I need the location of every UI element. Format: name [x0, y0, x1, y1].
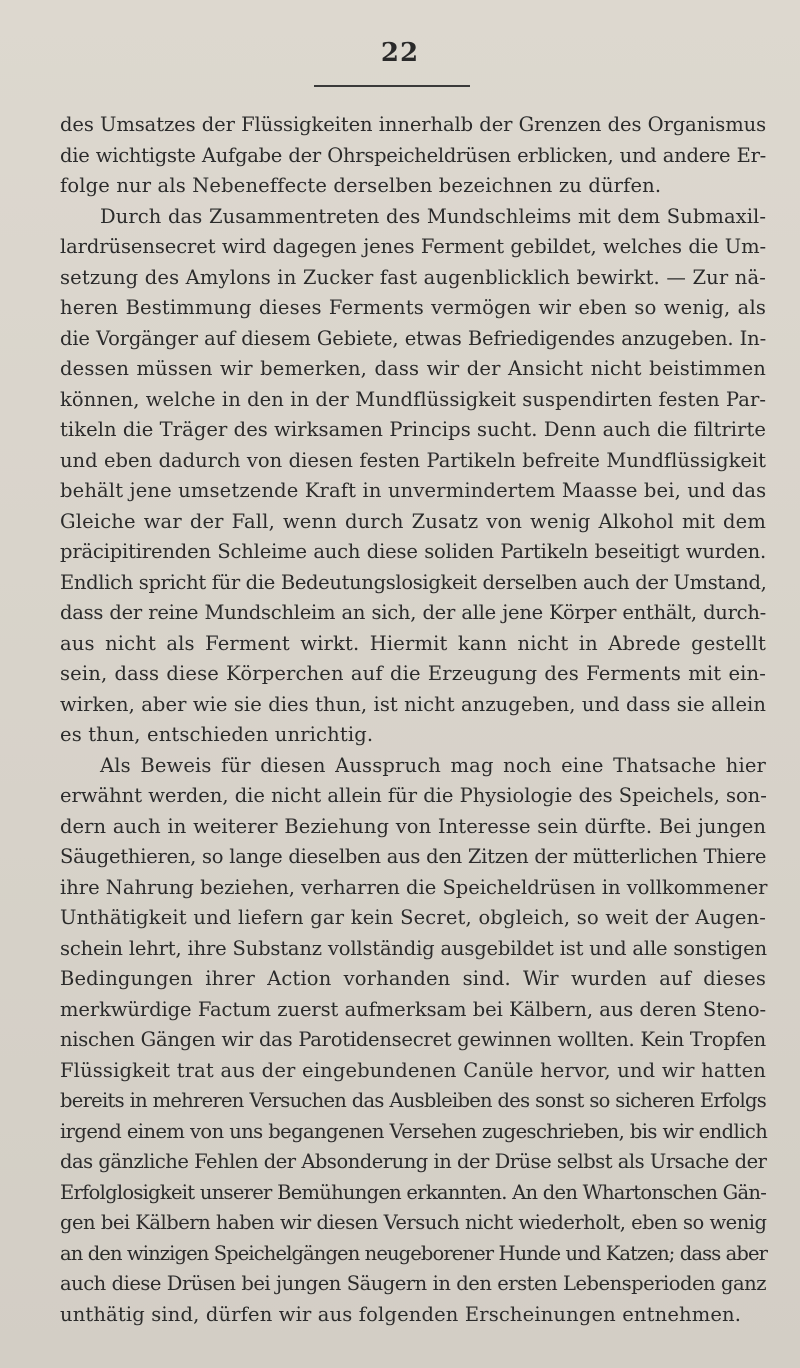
text-line: dass der reine Mundschleim an sich, der alle jene Körper enthält, durch- — [60, 601, 766, 624]
text-line: und eben dadurch von diesen festen Partikeln befreite Mundflüssigkeit — [60, 448, 766, 472]
text-line: setzung des Amylons in Zucker fast augenblicklich bewirkt. — Zur nä- — [60, 265, 766, 289]
text-line: wirken, aber wie sie dies thun, ist nicht anzugeben, und dass sie allein — [60, 692, 766, 716]
page-number-rule — [314, 85, 470, 87]
text-line: behält jene umsetzende Kraft in unvermindertem Maasse bei, und das — [60, 479, 767, 502]
text-line: ihre Nahrung beziehen, verharren die Speicheldrüsen in vollkommener — [60, 875, 768, 899]
text-line: an den winzigen Speichelgängen neugeborener Hunde und Katzen; dass aber — [60, 1241, 768, 1265]
text-line: die wichtigste Aufgabe der Ohrspeicheldrüsen erblicken, und andere Er- — [60, 143, 766, 167]
text-line: Als Beweis für diesen Ausspruch mag noch eine Thatsache hier — [100, 753, 766, 777]
text-line: die Vorgänger auf diesem Gebiete, etwas Befriedigendes anzugeben. In- — [60, 326, 766, 350]
text-line: Flüssigkeit trat aus der eingebundenen Canüle hervor, und wir hatten — [60, 1058, 766, 1082]
text-line: merkwürdige Factum zuerst aufmerksam bei Kälbern, aus deren Steno- — [60, 997, 766, 1021]
text-line: erwähnt werden, die nicht allein für die Physiologie des Speichels, son- — [60, 784, 767, 807]
text-line: auch diese Drüsen bei jungen Säugern in den ersten Lebensperioden ganz — [60, 1272, 766, 1295]
text-line: nischen Gängen wir das Parotidensecret gewinnen wollten. Kein Tropfen — [60, 1028, 766, 1051]
text-line: Unthätigkeit und liefern gar kein Secret, obgleich, so weit der Augen- — [60, 906, 766, 929]
text-line: präcipitirenden Schleime auch diese soliden Partikeln beseitigt wurden. — [60, 540, 766, 563]
text-line: Bedingungen ihrer Action vorhanden sind. Wir wurden auf dieses — [60, 967, 766, 990]
text-line: lardrüsensecret wird dagegen jenes Ferment gebildet, welches die Um- — [60, 235, 766, 258]
text-line: irgend einem von uns begangenen Versehen zugeschrieben, bis wir endlich — [60, 1119, 768, 1143]
text-line: sein, dass diese Körperchen auf die Erzeugung des Ferments mit ein- — [60, 662, 766, 685]
text-line: Durch das Zusammentreten des Mundschleims mit dem Submaxil- — [100, 204, 766, 228]
text-line: schein lehrt, ihre Substanz vollständig ausgebildet ist und alle sonstigen — [60, 936, 767, 960]
text-line: unthätig sind, dürfen wir aus folgenden Erscheinungen entnehmen. — [60, 1302, 742, 1326]
text-line: tikeln die Träger des wirksamen Princips sucht. Denn auch die filtrirte — [60, 418, 767, 441]
text-line: des Umsatzes der Flüssigkeiten innerhalb der Grenzen des Organismus — [60, 113, 766, 136]
text-line: Gleiche war der Fall, wenn durch Zusatz von wenig Alkohol mit dem — [60, 509, 766, 533]
text-line: Erfolglosigkeit unserer Bemühungen erkannten. An den Whartonschen Gän- — [60, 1180, 767, 1204]
page-number: 22 — [380, 38, 420, 68]
text-line: heren Bestimmung dieses Ferments vermögen wir eben so wenig, als — [60, 296, 766, 319]
text-line: folge nur als Nebeneffecte derselben bezeichnen zu dürfen. — [60, 174, 662, 197]
text-line: dessen müssen wir bemerken, dass wir der Ansicht nicht beistimmen — [60, 357, 766, 380]
text-line: aus nicht als Ferment wirkt. Hiermit kann nicht in Abrede gestellt — [60, 631, 766, 655]
text-line: Endlich spricht für die Bedeutungslosigkeit derselben auch der Umstand, — [60, 570, 767, 594]
text-line: das gänzliche Fehlen der Absonderung in der Drüse selbst als Ursache der — [60, 1150, 767, 1173]
text-line: dern auch in weiterer Beziehung von Interesse sein dürfte. Bei jungen — [60, 814, 766, 838]
text-line: Säugethieren, so lange dieselben aus den Zitzen der mütterlichen Thiere — [60, 845, 767, 868]
text-line: es thun, entschieden unrichtig. — [60, 723, 374, 746]
text-line: gen bei Kälbern haben wir diesen Versuch nicht wiederholt, eben so wenig — [60, 1211, 767, 1234]
body-text — [60, 110, 766, 1330]
text-line: können, welche in den in der Mundflüssigkeit suspendirten festen Par- — [60, 387, 766, 411]
text-line: bereits in mehreren Versuchen das Ausbleiben des sonst so sicheren Erfolgs — [60, 1089, 766, 1112]
